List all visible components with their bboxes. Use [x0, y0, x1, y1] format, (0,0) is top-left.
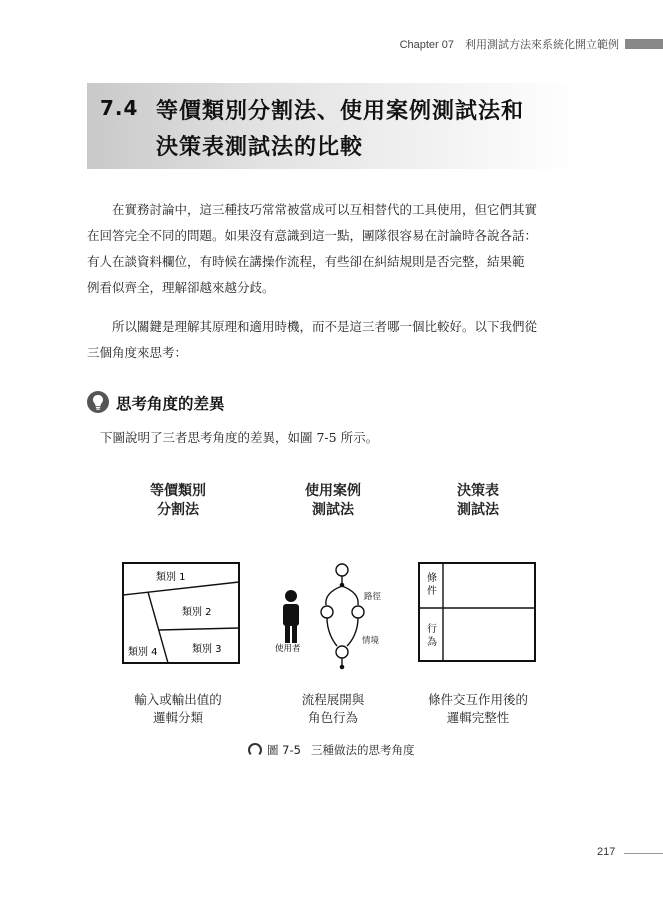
heading-line: 使用案例: [305, 483, 361, 499]
flow-node: [336, 646, 348, 658]
footer-line: 邏輯分類: [152, 710, 203, 725]
heading-line: 分割法: [157, 502, 199, 518]
flow-edge: [347, 618, 358, 646]
action-char: 為: [427, 637, 437, 648]
running-header: [400, 36, 663, 52]
partition-label-1: 類別 1: [156, 572, 186, 583]
comparison-figure: [118, 555, 538, 675]
flow-node: [352, 606, 364, 618]
partition-label-3: 類別 3: [192, 644, 222, 655]
scenario-label: 情境: [362, 636, 380, 646]
actor-leg: [292, 625, 297, 643]
column-heading-decision: [418, 482, 538, 520]
flow-edge: [326, 586, 342, 605]
paragraph-line: 在實務討論中，這三種技巧常常被當成可以互相替代的工具使用，但它們其實: [112, 202, 538, 217]
actor-figure: [275, 590, 301, 654]
path-label: 路徑: [364, 592, 382, 602]
footer-line: 角色行為: [307, 710, 358, 725]
paragraph-line: 有人在談資料欄位，有時候在講操作流程，有些卻在糾結規則是否完整，結果範: [87, 254, 525, 269]
condition-char: 條: [427, 573, 437, 584]
partition-label-4: 類別 4: [128, 647, 158, 658]
heading-line: 決策表: [457, 483, 499, 499]
column-heading-equivalence: [118, 482, 238, 520]
decision-table: [419, 563, 535, 661]
flow-node: [321, 606, 333, 618]
column-footer-equivalence: [103, 691, 253, 727]
column-footer-usecase: [258, 691, 408, 727]
paragraph-line: 例看似齊全，理解卻越來越分歧。: [87, 280, 275, 295]
chapter-header: Chapter 07 利用測試方法來系統化開立範例: [399, 39, 619, 51]
footer-line: 條件交互作用後的: [427, 692, 528, 707]
partition-diagram: [123, 563, 239, 663]
footer-line: 輸入或輸出值的: [134, 692, 222, 707]
lightbulb-icon: [87, 391, 109, 413]
subsection-title: 思考角度的差異: [116, 395, 225, 413]
actor-head-icon: [285, 590, 297, 602]
paragraph-line: 所以關鍵是理解其原理和適用時機，而不是這三者哪一個比較好。以下我們從: [112, 319, 538, 334]
footer-line: 邏輯完整性: [446, 710, 510, 725]
partition-line: [159, 628, 239, 630]
figure-caption-text: 三種做法的思考角度: [310, 743, 415, 757]
paragraph-2: [87, 314, 607, 366]
paragraph-line: 在回答完全不同的問題。如果沒有意識到這一點，團隊很容易在討論時各說各話：: [87, 228, 538, 243]
section-number: 7.4: [100, 96, 139, 120]
section-title-line1: 等價類別分割法、使用案例測試法和: [156, 99, 525, 124]
page-number-rule: [624, 853, 663, 854]
flow-edge: [342, 586, 358, 605]
heading-line: 測試法: [457, 502, 499, 518]
partition-line: [123, 582, 239, 595]
action-label: [427, 623, 440, 648]
heading-line: 等價類別: [150, 483, 206, 499]
actor-label: 使用者: [275, 644, 301, 654]
flow-node: [336, 564, 348, 576]
flow-junction: [340, 583, 343, 586]
figure-caption: [248, 742, 414, 758]
column-footer-decision: [403, 691, 553, 727]
flow-diagram: [321, 564, 382, 669]
actor-body: [283, 604, 299, 626]
condition-char: 件: [427, 586, 437, 597]
actor-leg: [285, 625, 290, 643]
column-heading-usecase: [273, 482, 393, 520]
page-number: 217: [597, 846, 616, 858]
condition-label: [427, 571, 440, 597]
header-bar: [625, 39, 663, 49]
flow-edge: [327, 618, 337, 646]
partition-label-2: 類別 2: [182, 607, 212, 618]
figure-number: 圖 7-5: [267, 743, 301, 757]
paragraph-1: [87, 197, 607, 301]
heading-line: 測試法: [312, 502, 354, 518]
paragraph-line: 三個角度來思考：: [87, 345, 188, 360]
flow-junction: [340, 665, 343, 668]
action-char: 行: [427, 624, 437, 635]
caption-icon: [248, 743, 262, 757]
section-title-line2: 決策表測試法的比較: [156, 135, 364, 160]
figure-intro: 下圖說明了三者思考角度的差異，如圖 7-5 所示。: [100, 430, 379, 445]
footer-line: 流程展開與: [301, 692, 365, 707]
